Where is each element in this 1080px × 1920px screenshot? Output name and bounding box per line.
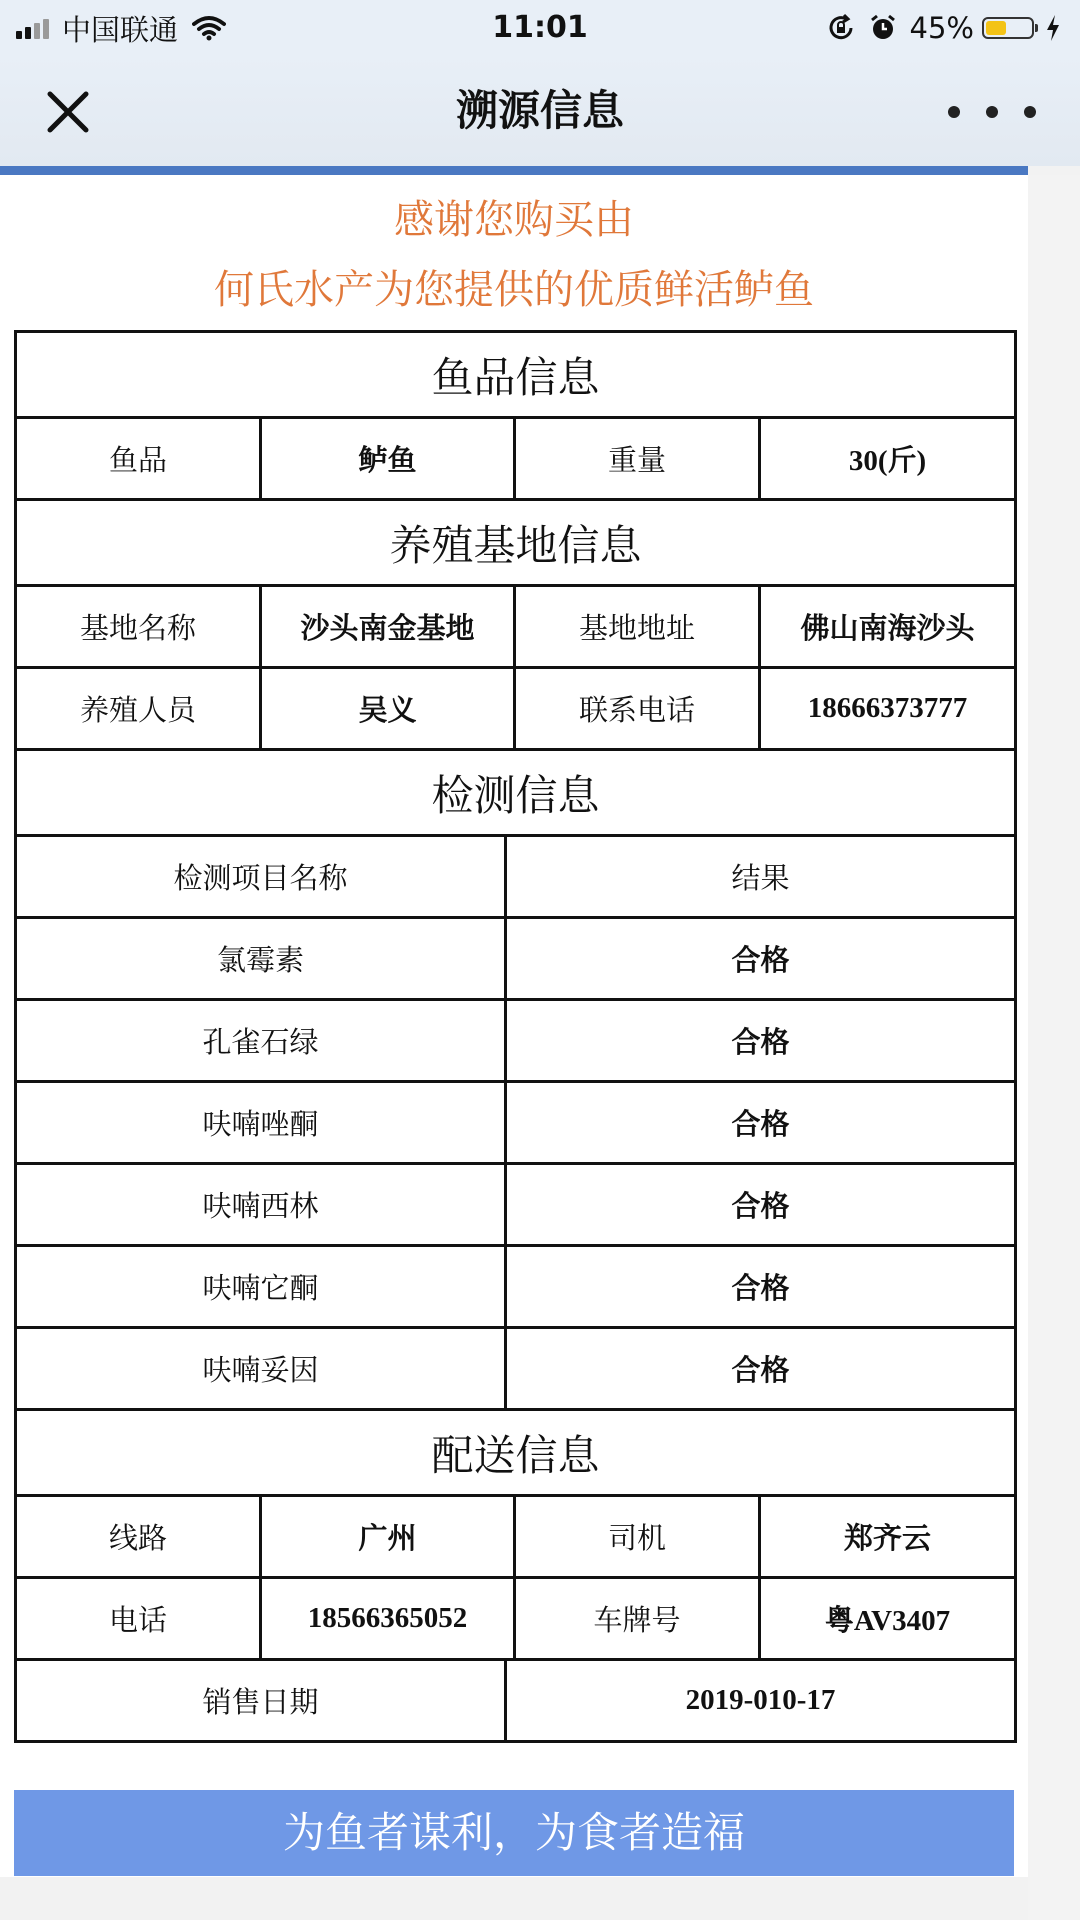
inspection-result: 合格 — [506, 1000, 1016, 1082]
table-row — [16, 1246, 1016, 1328]
section-fish-title: 鱼品信息 — [16, 332, 1016, 418]
inspection-item: 呋喃唑酮 — [16, 1082, 506, 1164]
slogan-banner: 为鱼者谋利，为食者造福 — [14, 1790, 1014, 1876]
battery-level — [986, 21, 1006, 35]
route-label: 线路 — [16, 1496, 261, 1578]
content-card — [0, 175, 1028, 1877]
driver-value: 郑齐云 — [760, 1496, 1016, 1578]
farm-phone-value[interactable]: 18666373777 — [760, 668, 1016, 750]
plate-label: 车牌号 — [515, 1578, 760, 1660]
thanks-line-2: 何氏水产为您提供的优质鲜活鲈鱼 — [214, 267, 814, 313]
trace-table — [14, 330, 1017, 1743]
inspection-item: 孔雀石绿 — [16, 1000, 506, 1082]
weight-label: 重量 — [515, 418, 760, 500]
thanks-line-1: 感谢您购买由 — [394, 197, 634, 243]
table-row — [16, 1082, 1016, 1164]
delivery-phone-value[interactable]: 18566365052 — [261, 1578, 515, 1660]
battery-percent: 45% — [909, 11, 974, 45]
base-addr-label: 基地地址 — [515, 586, 760, 668]
delivery-phone-label: 电话 — [16, 1578, 261, 1660]
inspection-item: 呋喃妥因 — [16, 1328, 506, 1410]
carrier-name: 中国联通 — [62, 12, 179, 47]
table-row — [16, 918, 1016, 1000]
fish-label: 鱼品 — [16, 418, 261, 500]
inspection-item-header: 检测项目名称 — [16, 836, 506, 918]
inspection-result: 合格 — [506, 1164, 1016, 1246]
section-inspection-title: 检测信息 — [16, 750, 1016, 836]
base-name-value: 沙头南金基地 — [261, 586, 515, 668]
status-right — [826, 0, 1062, 56]
sale-date-label: 销售日期 — [16, 1660, 506, 1742]
inspection-result: 合格 — [506, 1246, 1016, 1328]
alarm-icon — [868, 13, 898, 43]
farm-phone-label: 联系电话 — [515, 668, 760, 750]
table-row — [16, 1328, 1016, 1410]
base-name-label: 基地名称 — [16, 586, 261, 668]
base-addr-value: 佛山南海沙头 — [760, 586, 1016, 668]
inspection-item: 氯霉素 — [16, 918, 506, 1000]
inspection-item: 呋喃它酮 — [16, 1246, 506, 1328]
section-delivery-title: 配送信息 — [16, 1410, 1016, 1496]
farmer-value: 吴义 — [261, 668, 515, 750]
charging-icon — [1044, 14, 1062, 42]
more-icon[interactable] — [948, 94, 1036, 130]
status-bar — [0, 0, 1080, 56]
plate-value: 粤AV3407 — [760, 1578, 1016, 1660]
inspection-item: 呋喃西林 — [16, 1164, 506, 1246]
inspection-result-header: 结果 — [506, 836, 1016, 918]
section-farm-title: 养殖基地信息 — [16, 500, 1016, 586]
table-row — [16, 1164, 1016, 1246]
table-row — [16, 1000, 1016, 1082]
page-title: 溯源信息 — [455, 86, 624, 135]
page-edge — [1028, 175, 1080, 1920]
inspection-result: 合格 — [506, 1328, 1016, 1410]
inspection-result: 合格 — [506, 918, 1016, 1000]
nav-bar — [0, 56, 1080, 166]
route-value: 广州 — [261, 1496, 515, 1578]
farmer-label: 养殖人员 — [16, 668, 261, 750]
driver-label: 司机 — [515, 1496, 760, 1578]
header-divider — [0, 166, 1028, 175]
inspection-result: 合格 — [506, 1082, 1016, 1164]
status-time: 11:01 — [492, 10, 588, 45]
fish-value: 鲈鱼 — [261, 418, 515, 500]
weight-value: 30(斤) — [760, 418, 1016, 500]
battery-icon — [982, 17, 1034, 39]
sale-date-value: 2019-010-17 — [506, 1660, 1016, 1742]
rotation-lock-icon — [826, 13, 856, 43]
